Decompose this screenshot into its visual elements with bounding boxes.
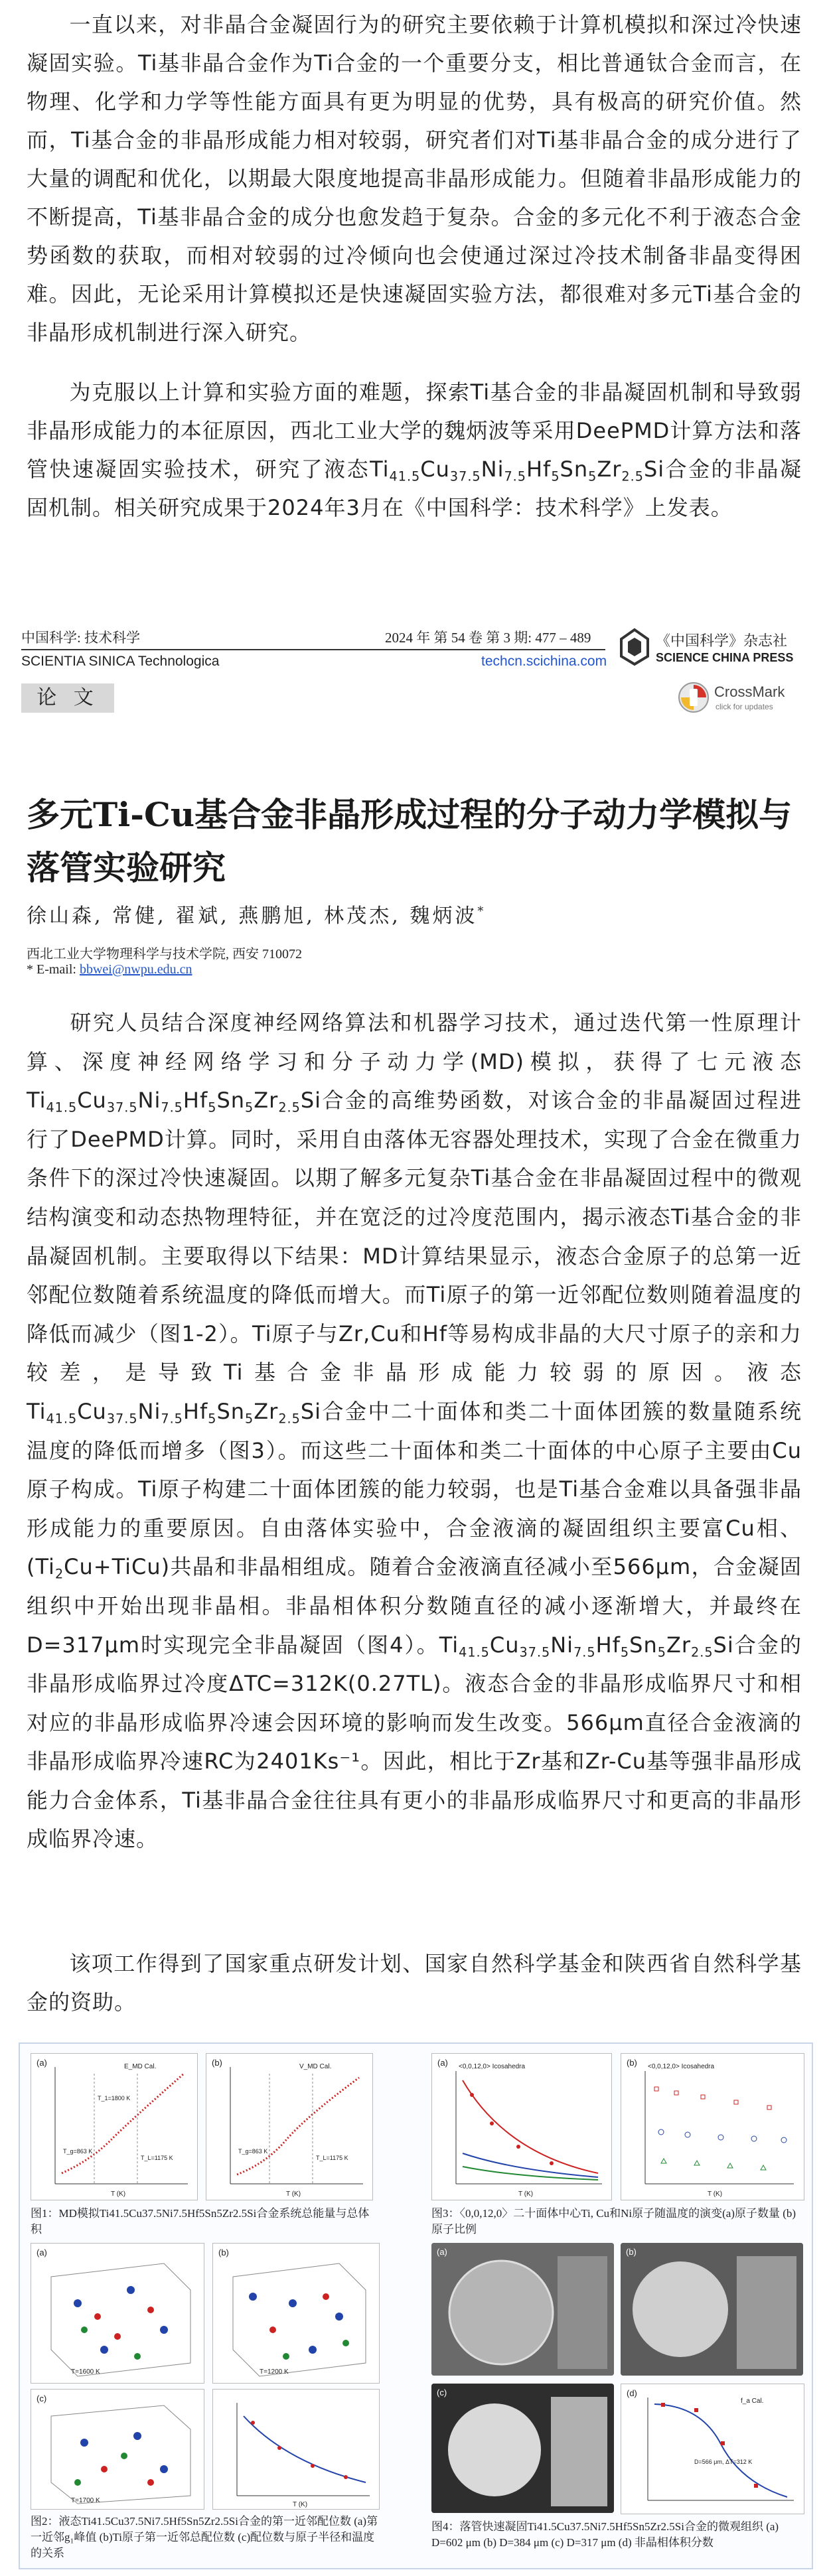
alloy-formula: $Ti_{41.5}Cu_{37.5}Ni_{7.5}Hf_5Sn_5Zr_{2.5}Si$: [27, 1398, 322, 1427]
journal-name-cn: 中国科学: 技术科学: [21, 630, 141, 646]
svg-text:(a): (a): [437, 2247, 447, 2257]
svg-text:T=1700 K: T=1700 K: [71, 2497, 100, 2504]
paper-affiliation: 西北工业大学物理科学与技术学院, 西安 710072: [27, 947, 302, 962]
svg-text:(d): (d): [627, 2388, 637, 2398]
svg-text:T (K): T (K): [286, 2190, 301, 2198]
body-paragraph: 研究人员结合深度神经网络算法和机器学习技术，通过迭代第一性原理计算、深度神经网络学习和分子动力学(MD)模拟，获得了七元液态$Ti_{41.5}Cu_{37.5}Ni_{7.5}Hf_5Sn_5Zr_{2.5}Si$合金的高维势函数，对该合金的非晶凝固过程进行了DeePMD计算。同时，采用自由落体无容器处理技术，实现了合金在微重力条件下的深过冷快速凝固。以期了解多元复杂Ti基合金在非晶凝固过程中的微观结构演变和动态热物理特征，并在宽泛的过冷度范围内，揭示液态Ti基合金的非晶凝固机制。主要取得以下结果：MD计算结果显示，液态合金原子的总第一近邻配位数随着系统温度的降低而增大。而Ti原子的第一近邻配位数则随着温度的降低而减少（图1-2）。Ti原子与Zr,Cu和Hf等易构成非晶的大尺寸原子的亲和力较差，是导致Ti基合金非晶形成能力较弱的原因。液态$Ti_{41.5}Cu_{37.5}Ni_{7.5}Hf_5Sn_5Zr_{2.5}Si$合金中二十面体和类二十面体团簇的数量随系统温度的降低而增多（图3）。而这些二十面体和类二十面体的中心原子主要由Cu原子构成。Ti原子构建二十面体团簇的能力较弱，也是Ti基合金难以具备强非晶形成能力的重要原因。自由落体实验中，合金液滴的凝固组织主要富Cu相、$(Ti_2Cu+TiCu)$共晶和非晶相组成。随着合金液滴直径减小至566μm，合金凝固组织中开始出现非晶相。非晶相体积分数随直径的减小逐渐增大，并最终在D=317μm时实现完全非晶凝固（图4）。$Ti_{41.5}Cu_{37.5}Ni_{7.5}Hf_5Sn_5Zr_{2.5}Si$合金的非晶形成临界过冷度ΔTC=312K(0.27TL)。液态合金的非晶形成临界尺寸和相对应的非晶形成临界冷速会因环境的影响而发生改变。566μm直径合金液滴的非晶形成临界冷速RC为2401Ks⁻¹。因此，相比于Zr基和Zr-Cu基等强非晶形成能力合金体系，Ti基非晶合金往往具有更小的非晶形成临界尺寸和更高的非晶形成临界冷速。: [27, 1010, 802, 1852]
svg-text:f_a Cal.: f_a Cal.: [741, 2397, 764, 2405]
fig2c-atoms: [31, 2389, 204, 2510]
svg-text:<0,0,12,0> Icosahedra: <0,0,12,0> Icosahedra: [648, 2063, 715, 2070]
email-link[interactable]: bbwei@nwpu.edu.cn: [79, 962, 192, 977]
intro-text-1: 一直以来，对非晶合金凝固行为的研究主要依赖于计算机模拟和深过冷快速凝固实验。Ti基非晶合金作为Ti合金的一个重要分支，相比普通钛合金而言，在物理、化学和力学等性能方面具有更为明显的优势，具有极高的研究价值。然而，Ti基合金的非晶形成能力相对较弱，研究者们对Ti基非晶合金的成分进行了大量的调配和优化，以期最大限度地提高非晶形成能力。但随着非晶形成能力的不断提高，Ti基非晶合金的成分也愈发趋于复杂。合金的多元化不利于液态合金势函数的获取，而相对较弱的过冷倾向也会使通过深过冷技术制备非晶变得困难。因此，无论采用计算模拟还是快速凝固实验方法，都很难对多元Ti基合金的非晶形成机制进行深入研究。: [27, 12, 802, 345]
svg-text:<0,0,12,0> Icosahedra: <0,0,12,0> Icosahedra: [459, 2063, 526, 2070]
svg-text:(a): (a): [37, 2058, 47, 2068]
svg-text:T (K): T (K): [708, 2190, 723, 2198]
paper-title: 多元Ti-Cu基合金非晶形成过程的分子动力学模拟与落管实验研究: [27, 795, 792, 887]
fig3a-plot: [431, 2053, 612, 2200]
svg-text:(c): (c): [37, 2394, 47, 2403]
paper-email: * E-mail: bbwei@nwpu.edu.cn: [27, 962, 192, 977]
journal-url[interactable]: techcn.scichina.com: [481, 654, 607, 669]
svg-text:T (K): T (K): [518, 2190, 534, 2198]
fig3b-plot: [621, 2053, 804, 2200]
svg-text:D=566 μm, ΔT=312 K: D=566 μm, ΔT=312 K: [694, 2459, 753, 2465]
svg-text:(b): (b): [212, 2058, 222, 2068]
svg-text:(b): (b): [626, 2247, 637, 2257]
fig2a-atoms: [31, 2243, 204, 2384]
journal-name-en: SCIENTIA SINICA Technologica: [21, 654, 220, 669]
crossmark-badge[interactable]: CrossMark click for updates: [677, 678, 810, 718]
fig2c-plot: [212, 2389, 380, 2510]
intro-text-2a: 为克服以上计算和实验方面的难题，探索Ti基合金的非晶凝固机制和导致弱非晶形成能力的本征原因，西北工业大学的魏炳波等采用DeePMD计算方法和落管快速凝固实验技术，研究了液态: [27, 380, 802, 482]
fig3-caption: 图3：〈0,0,12,0〉二十面体中心Ti, Cu和Ni原子随温度的演变(a)原子数量 (b) 原子比例: [431, 2207, 796, 2236]
svg-text:(a): (a): [37, 2248, 47, 2257]
crossmark-icon: [677, 681, 710, 714]
svg-text:T_L=1175 K: T_L=1175 K: [141, 2155, 173, 2161]
fig4d-plot: [621, 2384, 804, 2514]
svg-text:T_1=1800 K: T_1=1800 K: [98, 2095, 131, 2102]
intro-paragraph-1: [27, 5, 802, 352]
science-china-press-logo: 《中国科学》杂志社 SCIENCE CHINA PRESS: [617, 627, 810, 674]
alloy-formula: $Ti_{41.5}Cu_{37.5}Ni_{7.5}Hf_5Sn_5Zr_{2.5}Si$: [439, 1632, 734, 1660]
fig1a-plot: [31, 2053, 198, 2200]
svg-text:(b): (b): [627, 2058, 637, 2068]
svg-text:T=1200 K: T=1200 K: [260, 2368, 289, 2376]
paper-authors: 徐山森, 常健, 翟斌, 燕鹏旭, 林茂杰, 魏炳波*: [27, 904, 487, 928]
alloy-formula: $Ti_{41.5}Cu_{37.5}Ni_{7.5}Hf_5Sn_5Zr_{2.5}Si$: [27, 1088, 322, 1115]
svg-text:V_MD Cal.: V_MD Cal.: [299, 2063, 332, 2070]
svg-text:(a): (a): [437, 2058, 448, 2068]
fig1b-plot: [206, 2053, 373, 2200]
svg-text:T (K): T (K): [111, 2190, 126, 2198]
section-tag: 论 文: [21, 683, 114, 713]
journal-volume-info: 2024 年 第 54 卷 第 3 期: 477 – 489: [385, 630, 591, 646]
fig4-caption: 图4：落管快速凝固Ti41.5Cu37.5Ni7.5Hf5Sn5Zr2.5Si合金的微观组织 (a) D=602 μm (b) D=384 μm (c) D=317 μm (d) 非晶相体积分数: [431, 2520, 779, 2549]
svg-text:T_g=863 K: T_g=863 K: [63, 2148, 93, 2155]
fig4b-micrograph: [621, 2243, 803, 2376]
alloy-formula: $Ti_{41.5}Cu_{37.5}Ni_{7.5}Hf_5Sn_5Zr_{2.5}Si$: [370, 457, 665, 484]
intro-text-2b: 合金的非晶凝固机制。相关研究成果于2024年3月在《中国科学：技术科学》上发表。: [27, 457, 802, 520]
svg-text:T=1600 K: T=1600 K: [71, 2368, 100, 2376]
svg-text:(b): (b): [218, 2248, 229, 2257]
fig2-caption: 图2：液态Ti41.5Cu37.5Ni7.5Hf5Sn5Zr2.5Si合金的第一近邻配位数 (a)第一近邻g₁峰值 (b)Ti原子第一近邻总配位数 (c)配位数与原子半径和温度的关系: [31, 2515, 378, 2559]
svg-text:T (K): T (K): [293, 2501, 308, 2508]
svg-text:T_g=863 K: T_g=863 K: [238, 2148, 268, 2155]
svg-text:E_MD Cal.: E_MD Cal.: [124, 2063, 157, 2070]
header-rule: [21, 649, 605, 650]
funding-paragraph: 该项工作得到了国家重点研发计划、国家自然科学基金和陕西省自然科学基金的资助。: [27, 1951, 802, 2015]
fig4a-micrograph: [431, 2243, 614, 2376]
intro-paragraph-2: [27, 373, 802, 527]
svg-text:(c): (c): [437, 2388, 447, 2397]
fig1-caption: 图1：MD模拟Ti41.5Cu37.5Ni7.5Hf5Sn5Zr2.5Si合金系统总能量与总体积: [31, 2207, 370, 2236]
fig2b-atoms: [212, 2243, 380, 2384]
svg-text:T_L=1175 K: T_L=1175 K: [316, 2155, 348, 2161]
fig4c-micrograph: [431, 2384, 614, 2513]
composite-figure: [19, 2042, 813, 2569]
